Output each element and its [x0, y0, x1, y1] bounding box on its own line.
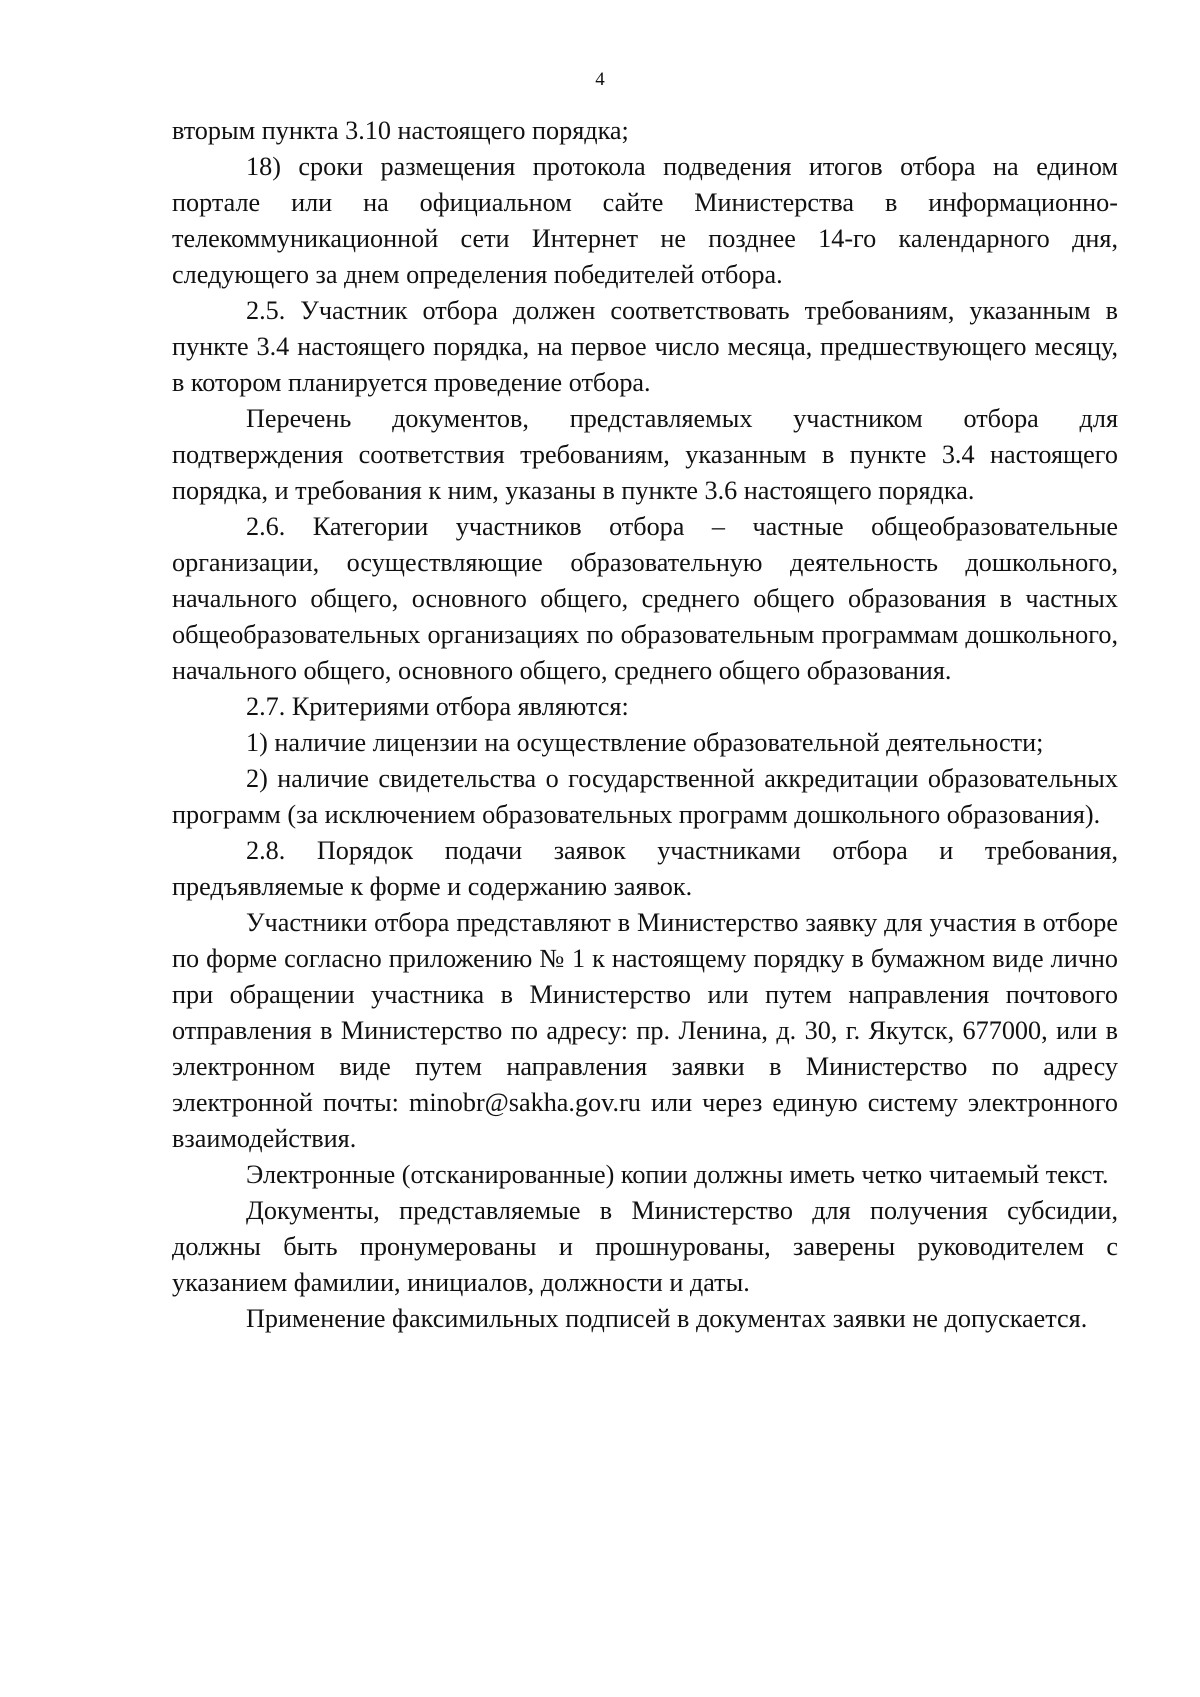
paragraph-document-requirements: Документы, представляемые в Министерство для получения субсидии, должны быть пронумерованы и прошнурованы, заверены руководителем с указанием фамилии, инициалов, должности и даты. [172, 1196, 1118, 1297]
paragraph-criterion-1: 1) наличие лицензии на осуществление образовательной деятельности; [246, 728, 1044, 757]
document-body [172, 113, 1118, 1337]
paragraph-item-18: 18) сроки размещения протокола подведения итогов отбора на едином портале или на официальном сайте Министерства в информационно-телекоммуникационной сети Интернет не позднее 14-го календарного дня, следующего за днем определения победителей отбора. [172, 152, 1118, 289]
paragraph-electronic-copies: Электронные (отсканированные) копии должны иметь четко читаемый текст. [246, 1160, 1109, 1189]
paragraph-continuation: вторым пункта 3.10 настоящего порядка; [172, 116, 629, 145]
paragraph-documents-list: Перечень документов, представляемых участником отбора для подтверждения соответствия требованиям, указанным в пункте 3.4 настоящего порядка, и требования к ним, указаны в пункте 3.6 настоящего порядка. [172, 404, 1118, 505]
page-number: 4 [595, 69, 605, 90]
paragraph-facsimile-signatures: Применение факсимильных подписей в документах заявки не допускается. [246, 1304, 1088, 1333]
paragraph-2-7: 2.7. Критериями отбора являются: [246, 692, 629, 721]
paragraph-2-6: 2.6. Категории участников отбора – частные общеобразовательные организации, осуществляющие образовательную деятельность дошкольного, начального общего, основного общего, среднего общего образования в частных общеобразовательных организациях по образовательным программам дошкольного, начального общего, основного общего, среднего общего образования. [172, 512, 1118, 685]
paragraph-criterion-2: 2) наличие свидетельства о государственной аккредитации образовательных программ (за исключением образовательных программ дошкольного образования). [172, 764, 1118, 829]
paragraph-2-5: 2.5. Участник отбора должен соответствовать требованиям, указанным в пункте 3.4 настоящего порядка, на первое число месяца, предшествующего месяцу, в котором планируется проведение отбора. [172, 296, 1118, 397]
paragraph-application-submission: Участники отбора представляют в Министерство заявку для участия в отборе по форме согласно приложению № 1 к настоящему порядку в бумажном виде лично при обращении участника в Министерство или путем направления почтового отправления в Министерство по адресу: пр. Ленина, д. 30, г. Якутск, 677000, или в электронном виде путем направления заявки в Министерство по адресу электронной почты: minobr@sakha.gov.ru или через единую систему электронного взаимодействия. [172, 908, 1118, 1153]
paragraph-2-8: 2.8. Порядок подачи заявок участниками отбора и требования, предъявляемые к форме и содержанию заявок. [172, 836, 1118, 901]
